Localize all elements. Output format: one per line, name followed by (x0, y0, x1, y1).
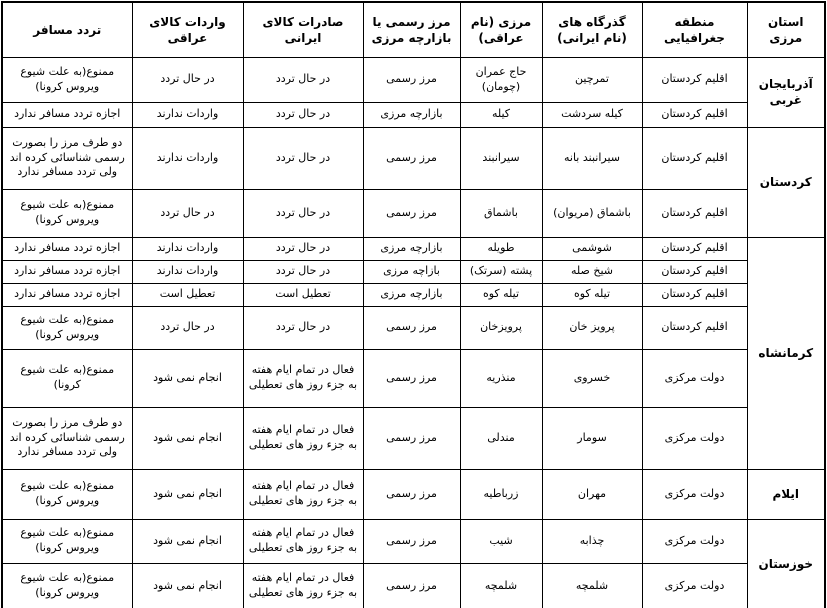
region-cell: دولت مرکزی (642, 349, 747, 407)
passenger-cell: اجازه تردد مسافر ندارد (2, 237, 132, 260)
exports-cell: فعال در تمام ایام هفته به جزء روز های تعطیلی (243, 563, 363, 608)
imports-cell: انجام نمی شود (132, 563, 243, 608)
region-cell: اقلیم کردستان (642, 306, 747, 349)
imports-cell: در حال تردد (132, 306, 243, 349)
iraqi-name-cell: شیب (460, 519, 542, 563)
iranian-name-cell: چذابه (542, 519, 642, 563)
region-cell: اقلیم کردستان (642, 237, 747, 260)
border-type-cell: مرز رسمی (363, 189, 460, 237)
imports-cell: واردات ندارند (132, 102, 243, 127)
border-type-cell: مرز رسمی (363, 349, 460, 407)
table-head (2, 2, 825, 57)
imports-cell: انجام نمی شود (132, 407, 243, 469)
exports-cell: در حال تردد (243, 57, 363, 102)
iraqi-name-cell: حاج عمران (چومان) (460, 57, 542, 102)
header-row (2, 2, 825, 57)
passenger-cell: اجازه تردد مسافر ندارد (2, 260, 132, 283)
region-cell: اقلیم کردستان (642, 57, 747, 102)
iranian-name-cell: تمرچین (542, 57, 642, 102)
header-cell: استان مرزی (747, 2, 825, 57)
border-crossings-table (1, 1, 826, 608)
table-row (2, 127, 825, 189)
exports-cell: فعال در تمام ایام هفته به جزء روز های تعطیلی (243, 469, 363, 519)
iraqi-name-cell: پشته (سرتک) (460, 260, 542, 283)
border-type-cell: بازارچه مرزی (363, 237, 460, 260)
exports-cell: در حال تردد (243, 189, 363, 237)
province-cell: ایلام (747, 469, 825, 519)
passenger-cell: ممنوع(به علت شیوع ویروس کرونا) (2, 189, 132, 237)
exports-cell: فعال در تمام ایام هفته به جزء روز های تعطیلی (243, 349, 363, 407)
table-row (2, 260, 825, 283)
imports-cell: در حال تردد (132, 57, 243, 102)
passenger-cell: دو طرف مرز را بصورت رسمی شناسائی کرده اند ولی تردد مسافر ندارد (2, 127, 132, 189)
iraqi-name-cell: تیله کوه (460, 283, 542, 306)
header-cell: صادرات کالای ایرانی (243, 2, 363, 57)
iranian-name-cell: باشماق (مریوان) (542, 189, 642, 237)
iranian-name-cell: خسروی (542, 349, 642, 407)
imports-cell: واردات ندارند (132, 237, 243, 260)
exports-cell: در حال تردد (243, 260, 363, 283)
iraqi-name-cell: کیله (460, 102, 542, 127)
imports-cell: انجام نمی شود (132, 349, 243, 407)
exports-cell: در حال تردد (243, 102, 363, 127)
imports-cell: انجام نمی شود (132, 469, 243, 519)
table-row (2, 519, 825, 563)
iraqi-name-cell: باشماق (460, 189, 542, 237)
iranian-name-cell: سیرانبند بانه (542, 127, 642, 189)
header-cell: واردات کالای عراقی (132, 2, 243, 57)
exports-cell: فعال در تمام ایام هفته به جزء روز های تعطیلی (243, 407, 363, 469)
exports-cell: تعطیل است (243, 283, 363, 306)
iranian-name-cell: تیله کوه (542, 283, 642, 306)
imports-cell: واردات ندارند (132, 260, 243, 283)
imports-cell: در حال تردد (132, 189, 243, 237)
iraqi-name-cell: شلمچه (460, 563, 542, 608)
table-row (2, 469, 825, 519)
region-cell: اقلیم کردستان (642, 102, 747, 127)
region-cell: اقلیم کردستان (642, 260, 747, 283)
iranian-name-cell: شوشمی (542, 237, 642, 260)
province-cell: کردستان (747, 127, 825, 237)
passenger-cell: ممنوع(به علت شیوع ویروس کرونا) (2, 519, 132, 563)
iraqi-name-cell: زرباطیه (460, 469, 542, 519)
exports-cell: در حال تردد (243, 306, 363, 349)
passenger-cell: ممنوع(به علت شیوع ویروس کرونا) (2, 469, 132, 519)
iranian-name-cell: پرویز خان (542, 306, 642, 349)
exports-cell: فعال در تمام ایام هفته به جزء روز های تعطیلی (243, 519, 363, 563)
province-cell: کرمانشاه (747, 237, 825, 469)
region-cell: اقلیم کردستان (642, 189, 747, 237)
exports-cell: در حال تردد (243, 237, 363, 260)
iraqi-name-cell: مندلی (460, 407, 542, 469)
border-type-cell: مرز رسمی (363, 563, 460, 608)
passenger-cell: ممنوع(به علت شیوع ویروس کرونا) (2, 57, 132, 102)
iraqi-name-cell: طویله (460, 237, 542, 260)
border-type-cell: بازارچه مرزی (363, 102, 460, 127)
header-cell: منطقه جغرافیایی (642, 2, 747, 57)
iranian-name-cell: مهران (542, 469, 642, 519)
iraqi-name-cell: سیرانبند (460, 127, 542, 189)
exports-cell: در حال تردد (243, 127, 363, 189)
province-cell: آذربایجان غربی (747, 57, 825, 127)
table-row (2, 283, 825, 306)
header-cell: مرزی (نام عراقی) (460, 2, 542, 57)
region-cell: دولت مرکزی (642, 469, 747, 519)
iranian-name-cell: شلمچه (542, 563, 642, 608)
table-row (2, 189, 825, 237)
border-type-cell: مرز رسمی (363, 57, 460, 102)
imports-cell: انجام نمی شود (132, 519, 243, 563)
border-type-cell: بازاچه مرزی (363, 260, 460, 283)
table-row (2, 102, 825, 127)
border-type-cell: مرز رسمی (363, 306, 460, 349)
iranian-name-cell: شیخ صله (542, 260, 642, 283)
border-type-cell: مرز رسمی (363, 407, 460, 469)
region-cell: دولت مرکزی (642, 563, 747, 608)
passenger-cell: ممنوع(به علت شیوع ویروس کرونا) (2, 563, 132, 608)
table-body (2, 57, 825, 608)
region-cell: اقلیم کردستان (642, 283, 747, 306)
iranian-name-cell: کیله سردشت (542, 102, 642, 127)
table-row (2, 57, 825, 102)
border-type-cell: مرز رسمی (363, 519, 460, 563)
passenger-cell: ممنوع(به علت شیوع کرونا) (2, 349, 132, 407)
region-cell: دولت مرکزی (642, 519, 747, 563)
passenger-cell: اجازه تردد مسافر ندارد (2, 283, 132, 306)
border-type-cell: مرز رسمی (363, 469, 460, 519)
imports-cell: واردات ندارند (132, 127, 243, 189)
border-type-cell: مرز رسمی (363, 127, 460, 189)
border-type-cell: بازارچه مرزی (363, 283, 460, 306)
passenger-cell: ممنوع(به علت شیوع ویروس کرونا) (2, 306, 132, 349)
iraqi-name-cell: منذریه (460, 349, 542, 407)
table-row (2, 306, 825, 349)
iraqi-name-cell: پرویزخان (460, 306, 542, 349)
header-cell: مرز رسمی یا بازارچه مرزی (363, 2, 460, 57)
province-cell: خوزستان (747, 519, 825, 608)
region-cell: دولت مرکزی (642, 407, 747, 469)
table-row (2, 563, 825, 608)
table-row (2, 237, 825, 260)
passenger-cell: دو طرف مرز را بصورت رسمی شناسائی کرده اند ولی تردد مسافر ندارد (2, 407, 132, 469)
iranian-name-cell: سومار (542, 407, 642, 469)
header-cell: گذرگاه های (نام ایرانی) (542, 2, 642, 57)
passenger-cell: اجازه تردد مسافر ندارد (2, 102, 132, 127)
header-cell: تردد مسافر (2, 2, 132, 57)
region-cell: اقلیم کردستان (642, 127, 747, 189)
imports-cell: تعطیل است (132, 283, 243, 306)
table-row (2, 349, 825, 407)
table-row (2, 407, 825, 469)
